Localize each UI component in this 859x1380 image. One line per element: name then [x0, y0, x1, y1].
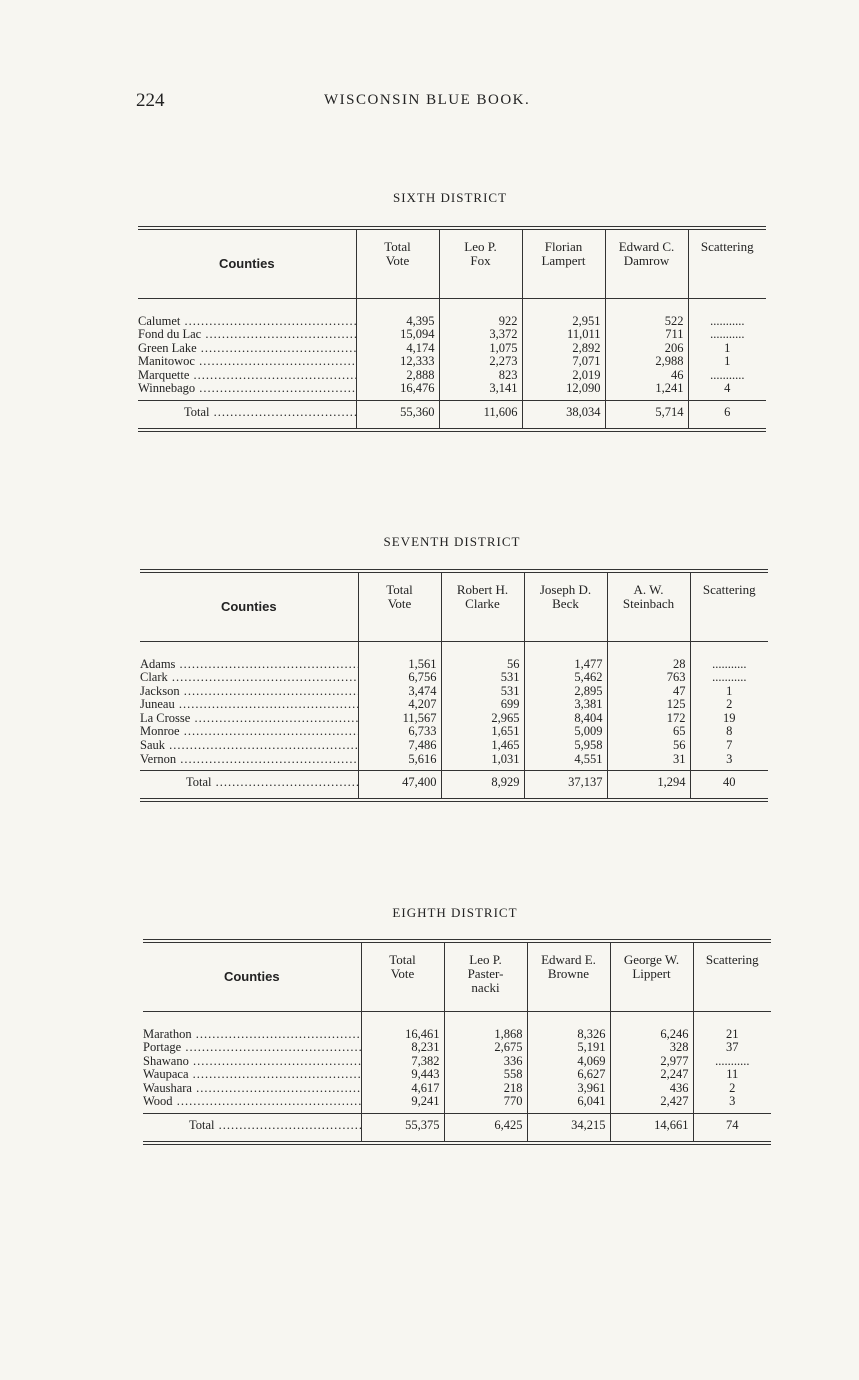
vote-cell: 15,094 — [356, 328, 439, 342]
total-cell: 38,034 — [522, 401, 605, 428]
table-row — [143, 1055, 771, 1069]
county-label: Clark — [140, 671, 168, 685]
vote-cell: 1,241 — [605, 382, 688, 396]
scattering-cell: ........... — [688, 328, 766, 342]
vote-cell: 6,733 — [358, 725, 441, 739]
vote-cell: 47 — [607, 685, 690, 699]
vote-cell: 3,141 — [439, 382, 522, 396]
county-name — [140, 658, 358, 672]
county-label: Waushara — [143, 1081, 192, 1095]
vote-cell: 2,895 — [524, 685, 607, 699]
county-label: La Crosse — [140, 711, 191, 725]
vote-cell: 3,474 — [358, 685, 441, 699]
double-rule — [138, 431, 766, 432]
scattering-cell: ........... — [688, 369, 766, 383]
county-label: Green Lake — [138, 341, 197, 355]
county-label: Marquette — [138, 368, 190, 382]
table-row — [138, 369, 766, 383]
total-text: Total — [184, 405, 210, 420]
district-title: EIGHTH DISTRICT — [392, 905, 518, 920]
county-label: Vernon — [140, 752, 177, 766]
table-row — [140, 685, 768, 699]
total-row — [143, 1114, 771, 1141]
vote-cell: 4,174 — [356, 342, 439, 356]
vote-cell: 328 — [610, 1041, 693, 1055]
county-label: Marathon — [143, 1027, 192, 1041]
total-label — [138, 401, 356, 428]
scattering-cell: 19 — [690, 712, 768, 726]
county-name — [138, 328, 356, 342]
vote-cell: 1,031 — [441, 753, 524, 767]
vote-cell: 531 — [441, 671, 524, 685]
vote-cell: 5,009 — [524, 725, 607, 739]
column-header: Leo P. Fox — [439, 230, 522, 298]
total-cell: 8,929 — [441, 771, 524, 798]
table-row — [143, 1095, 771, 1109]
district-table-block — [140, 569, 768, 802]
vote-cell: 1,477 — [524, 658, 607, 672]
vote-table — [140, 573, 768, 798]
double-rule — [140, 798, 768, 799]
vote-cell: 7,486 — [358, 739, 441, 753]
total-cell: 5,714 — [605, 401, 688, 428]
vote-cell: 46 — [605, 369, 688, 383]
vote-cell: 436 — [610, 1082, 693, 1096]
vote-cell: 8,231 — [361, 1041, 444, 1055]
county-name — [140, 698, 358, 712]
county-name — [140, 671, 358, 685]
vote-cell: 2,988 — [605, 355, 688, 369]
county-label: Jackson — [140, 684, 180, 698]
vote-cell: 8,404 — [524, 712, 607, 726]
vote-cell: 4,551 — [524, 753, 607, 767]
vote-cell: 7,071 — [522, 355, 605, 369]
county-name — [143, 1082, 361, 1096]
vote-cell: 5,616 — [358, 753, 441, 767]
vote-cell: 1,561 — [358, 658, 441, 672]
total-cell: 1,294 — [607, 771, 690, 798]
vote-cell: 8,326 — [527, 1028, 610, 1042]
scattering-cell: ........... — [688, 315, 766, 329]
county-label: Calumet — [138, 314, 181, 328]
county-name — [138, 342, 356, 356]
double-rule — [140, 801, 768, 802]
double-rule — [143, 1141, 771, 1142]
vote-cell: 65 — [607, 725, 690, 739]
vote-cell: 336 — [444, 1055, 527, 1069]
table-row — [140, 698, 768, 712]
vote-cell: 3,372 — [439, 328, 522, 342]
county-label: Monroe — [140, 725, 180, 739]
county-name — [138, 315, 356, 329]
total-label — [140, 771, 358, 798]
vote-cell: 531 — [441, 685, 524, 699]
total-cell: 6 — [688, 401, 766, 428]
vote-cell: 2,273 — [439, 355, 522, 369]
total-cell: 47,400 — [358, 771, 441, 798]
vote-cell: 558 — [444, 1068, 527, 1082]
table-row — [138, 342, 766, 356]
vote-cell: 12,333 — [356, 355, 439, 369]
column-header: George W. Lippert — [610, 943, 693, 1011]
table-row — [140, 739, 768, 753]
scattering-cell: 1 — [690, 685, 768, 699]
vote-cell: 4,395 — [356, 315, 439, 329]
scattering-cell: 37 — [693, 1041, 771, 1055]
total-cell: 34,215 — [527, 1114, 610, 1141]
total-text: Total — [186, 775, 212, 790]
vote-table — [138, 230, 766, 428]
vote-cell: 922 — [439, 315, 522, 329]
scattering-cell: 21 — [693, 1028, 771, 1042]
county-name — [143, 1095, 361, 1109]
vote-cell: 11,567 — [358, 712, 441, 726]
scattering-cell: ........... — [690, 658, 768, 672]
column-header: Florian Lampert — [522, 230, 605, 298]
county-label: Manitowoc — [138, 355, 195, 369]
vote-cell: 9,241 — [361, 1095, 444, 1109]
counties-header: Counties — [223, 968, 280, 984]
vote-cell: 6,756 — [358, 671, 441, 685]
table-row — [143, 1028, 771, 1042]
county-name — [143, 1041, 361, 1055]
county-name — [140, 712, 358, 726]
district-title: SIXTH DISTRICT — [392, 190, 508, 205]
double-rule — [143, 939, 771, 940]
county-label: Portage — [143, 1041, 182, 1055]
vote-cell: 56 — [607, 739, 690, 753]
table-row — [140, 712, 768, 726]
column-header: Scattering — [690, 573, 768, 641]
scattering-cell: 2 — [690, 698, 768, 712]
column-header: Total Vote — [356, 230, 439, 298]
vote-cell: 56 — [441, 658, 524, 672]
running-head: WISCONSIN BLUE BOOK. — [324, 92, 531, 108]
vote-cell: 1,868 — [444, 1028, 527, 1042]
county-label: Waupaca — [143, 1068, 189, 1082]
vote-cell: 206 — [605, 342, 688, 356]
total-cell: 37,137 — [524, 771, 607, 798]
vote-cell: 2,247 — [610, 1068, 693, 1082]
scattering-cell: ........... — [690, 671, 768, 685]
vote-cell: 16,476 — [356, 382, 439, 396]
vote-cell: 6,246 — [610, 1028, 693, 1042]
vote-cell: 4,069 — [527, 1055, 610, 1069]
district-title: SEVENTH DISTRICT — [383, 534, 521, 549]
vote-cell: 9,443 — [361, 1068, 444, 1082]
vote-cell: 5,958 — [524, 739, 607, 753]
scattering-cell: 11 — [693, 1068, 771, 1082]
column-header: Scattering — [688, 230, 766, 298]
scattering-cell: 3 — [690, 753, 768, 767]
vote-cell: 2,888 — [356, 369, 439, 383]
county-name — [138, 355, 356, 369]
column-header: Leo P. Paster- nacki — [444, 943, 527, 1011]
vote-cell: 2,019 — [522, 369, 605, 383]
vote-cell: 2,965 — [441, 712, 524, 726]
scattering-cell: 2 — [693, 1082, 771, 1096]
scattering-cell: 8 — [690, 725, 768, 739]
scattering-cell: ........... — [693, 1055, 771, 1069]
table-row — [138, 328, 766, 342]
table-row — [143, 1082, 771, 1096]
vote-cell: 3,961 — [527, 1082, 610, 1096]
total-label — [143, 1114, 361, 1141]
vote-cell: 5,191 — [527, 1041, 610, 1055]
vote-cell: 2,977 — [610, 1055, 693, 1069]
vote-cell: 1,465 — [441, 739, 524, 753]
vote-cell: 6,041 — [527, 1095, 610, 1109]
vote-cell: 218 — [444, 1082, 527, 1096]
vote-cell: 2,427 — [610, 1095, 693, 1109]
total-row — [140, 771, 768, 798]
vote-cell: 699 — [441, 698, 524, 712]
counties-header: Counties — [220, 598, 277, 614]
vote-cell: 2,892 — [522, 342, 605, 356]
vote-cell: 4,207 — [358, 698, 441, 712]
vote-cell: 7,382 — [361, 1055, 444, 1069]
county-name — [138, 369, 356, 383]
vote-cell: 125 — [607, 698, 690, 712]
table-row — [140, 725, 768, 739]
table-row — [138, 315, 766, 329]
vote-cell: 4,617 — [361, 1082, 444, 1096]
page-number: 224 — [136, 90, 165, 111]
county-label: Wood — [143, 1095, 173, 1109]
vote-cell: 6,627 — [527, 1068, 610, 1082]
county-name — [143, 1068, 361, 1082]
vote-cell: 711 — [605, 328, 688, 342]
district-table-block — [143, 939, 771, 1145]
total-row — [138, 401, 766, 428]
vote-cell: 5,462 — [524, 671, 607, 685]
scattering-cell: 3 — [693, 1095, 771, 1109]
county-label: Juneau — [140, 698, 175, 712]
county-label: Fond du Lac — [138, 328, 202, 342]
table-row — [143, 1041, 771, 1055]
district-table-block — [138, 226, 766, 432]
column-header: Scattering — [693, 943, 771, 1011]
table-row — [140, 658, 768, 672]
county-name — [140, 753, 358, 767]
double-rule — [140, 569, 768, 570]
county-name — [140, 685, 358, 699]
vote-cell: 2,951 — [522, 315, 605, 329]
county-label: Sauk — [140, 739, 165, 753]
vote-cell: 770 — [444, 1095, 527, 1109]
scattering-cell: 1 — [688, 355, 766, 369]
scattering-cell: 1 — [688, 342, 766, 356]
total-cell: 55,360 — [356, 401, 439, 428]
table-row — [140, 671, 768, 685]
counties-header: Counties — [218, 255, 275, 271]
vote-cell: 763 — [607, 671, 690, 685]
county-label: Shawano — [143, 1054, 189, 1068]
column-header: A. W. Steinbach — [607, 573, 690, 641]
vote-cell: 12,090 — [522, 382, 605, 396]
vote-cell: 1,651 — [441, 725, 524, 739]
county-name — [140, 739, 358, 753]
table-row — [143, 1068, 771, 1082]
county-name — [143, 1055, 361, 1069]
column-header: Joseph D. Beck — [524, 573, 607, 641]
double-rule — [143, 1144, 771, 1145]
scattering-cell: 7 — [690, 739, 768, 753]
total-text: Total — [189, 1118, 215, 1133]
vote-cell: 28 — [607, 658, 690, 672]
double-rule — [138, 428, 766, 429]
vote-cell: 823 — [439, 369, 522, 383]
column-header: Total Vote — [358, 573, 441, 641]
county-name — [138, 382, 356, 396]
table-row — [138, 382, 766, 396]
total-cell: 6,425 — [444, 1114, 527, 1141]
vote-cell: 2,675 — [444, 1041, 527, 1055]
vote-cell: 11,011 — [522, 328, 605, 342]
column-header: Edward C. Damrow — [605, 230, 688, 298]
total-cell: 55,375 — [361, 1114, 444, 1141]
county-name — [143, 1028, 361, 1042]
total-cell: 40 — [690, 771, 768, 798]
column-header: Total Vote — [361, 943, 444, 1011]
scattering-cell: 4 — [688, 382, 766, 396]
table-row — [140, 753, 768, 767]
table-row — [138, 355, 766, 369]
total-cell: 14,661 — [610, 1114, 693, 1141]
total-cell: 74 — [693, 1114, 771, 1141]
county-name — [140, 725, 358, 739]
total-cell: 11,606 — [439, 401, 522, 428]
vote-cell: 522 — [605, 315, 688, 329]
column-header: Robert H. Clarke — [441, 573, 524, 641]
vote-table — [143, 943, 771, 1141]
vote-cell: 31 — [607, 753, 690, 767]
vote-cell: 1,075 — [439, 342, 522, 356]
county-label: Adams — [140, 657, 176, 671]
county-label: Winnebago — [138, 382, 196, 396]
vote-cell: 3,381 — [524, 698, 607, 712]
vote-cell: 16,461 — [361, 1028, 444, 1042]
column-header: Edward E. Browne — [527, 943, 610, 1011]
vote-cell: 172 — [607, 712, 690, 726]
double-rule — [138, 226, 766, 227]
